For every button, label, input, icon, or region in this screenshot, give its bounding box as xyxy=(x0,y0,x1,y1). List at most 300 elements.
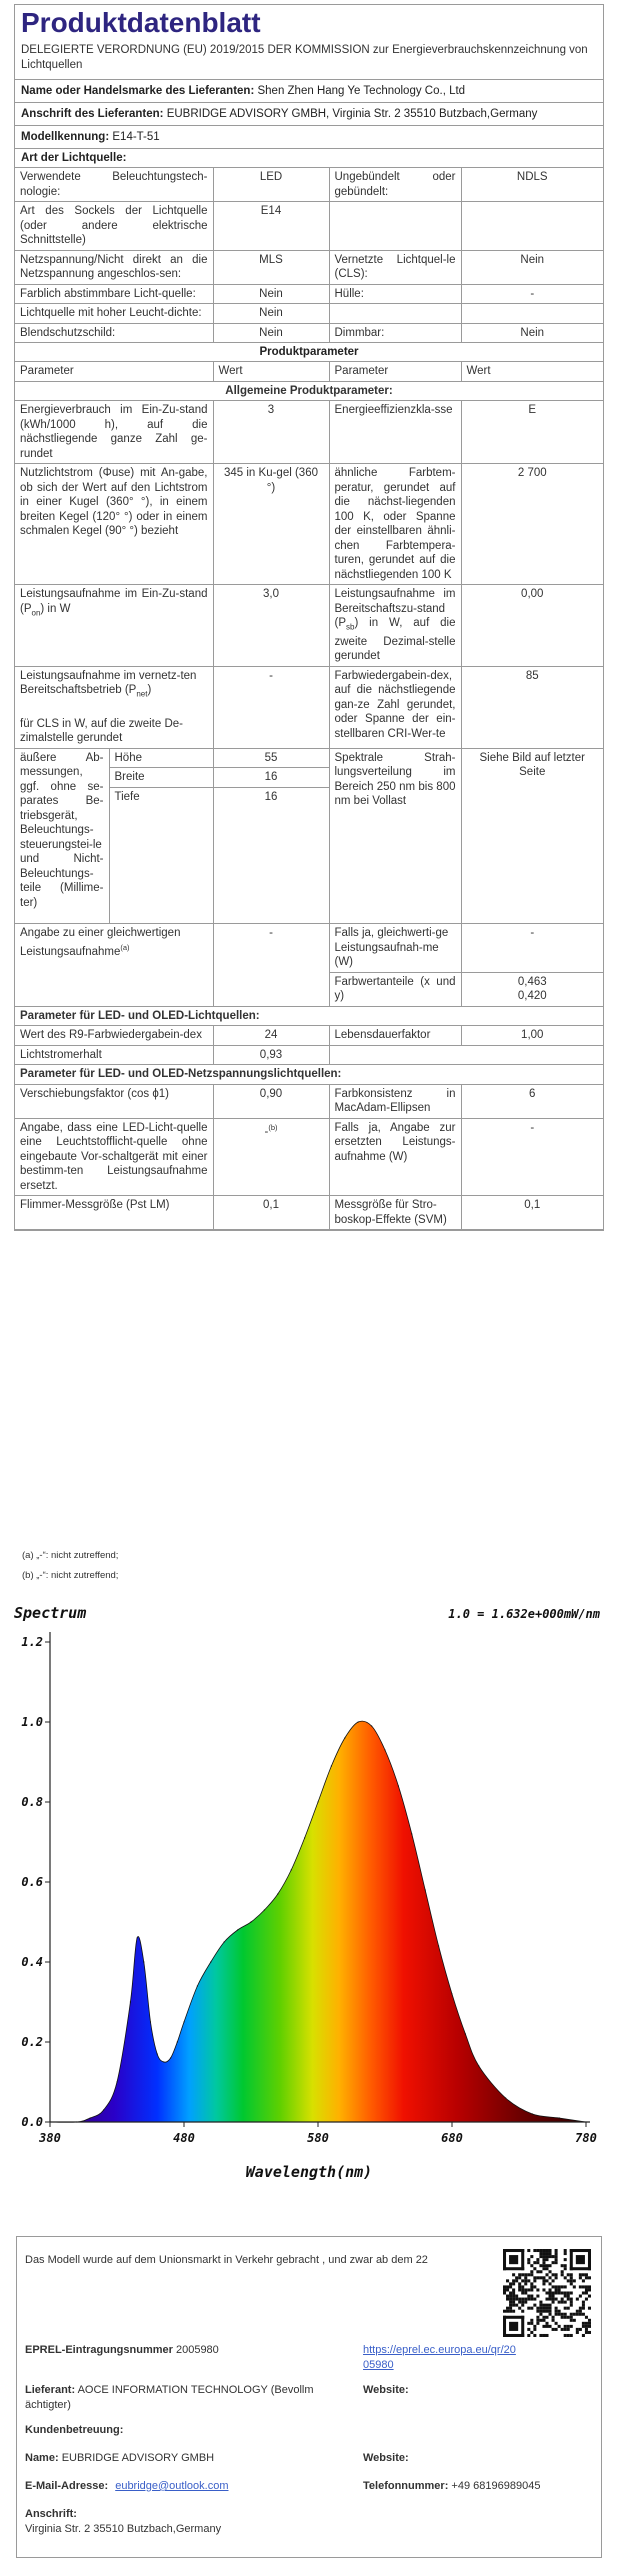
table-row xyxy=(15,304,603,324)
qr-module xyxy=(588,2285,591,2288)
qr-module xyxy=(530,2295,533,2298)
qr-module xyxy=(582,2313,585,2316)
cell-label: Falls ja, gleichwerti-ge Leistungsaufnah-me (W) xyxy=(329,924,461,973)
y-tick-label: 0.2 xyxy=(21,2035,43,2049)
qr-module xyxy=(558,2285,561,2288)
qr-module xyxy=(545,2273,548,2276)
cell-value: - xyxy=(461,924,603,973)
website-label: Website: xyxy=(363,2384,409,2396)
qr-module xyxy=(567,2307,570,2310)
qr-module xyxy=(527,2298,530,2301)
qr-module xyxy=(588,2295,591,2298)
qr-module xyxy=(555,2310,558,2313)
qr-module xyxy=(582,2304,585,2307)
width-label: Breite xyxy=(109,768,213,788)
qr-module xyxy=(567,2328,570,2331)
cell-value: E xyxy=(461,401,603,464)
cell-label: Ungebündelt oder gebündelt: xyxy=(329,168,461,202)
qr-module xyxy=(518,2285,521,2288)
cell-label: Spektrale Strah-lungsverteilung im Bereich 250 nm bis 800 nm bei Vollast xyxy=(329,748,461,924)
qr-module xyxy=(545,2264,548,2267)
cell-label: Blendschutzschild: xyxy=(15,323,213,343)
qr-module xyxy=(533,2267,536,2270)
cell-label: Vernetzte Lichtquel-le (CLS): xyxy=(329,250,461,284)
section-general: Allgemeine Produktparameter: xyxy=(15,381,603,401)
qr-module xyxy=(542,2255,545,2258)
qr-module xyxy=(561,2273,564,2276)
qr-module xyxy=(588,2276,591,2279)
section-product-parameters: Produktparameter xyxy=(15,343,603,362)
cell-label: Messgröße für Stro-boskop-Effekte (SVM) xyxy=(329,1196,461,1230)
qr-module xyxy=(509,2285,512,2288)
qr-module xyxy=(536,2276,539,2279)
qr-module xyxy=(579,2285,582,2288)
qr-module xyxy=(536,2322,539,2325)
qr-module xyxy=(539,2319,542,2322)
qr-module xyxy=(585,2331,588,2334)
qr-module xyxy=(539,2255,542,2258)
cell-value: 3 xyxy=(213,401,329,464)
cell-label: Flimmer-Messgröße (Pst LM) xyxy=(15,1196,213,1230)
qr-finder xyxy=(503,2249,506,2270)
qr-module xyxy=(588,2322,591,2325)
qr-module xyxy=(549,2291,552,2294)
qr-module xyxy=(570,2325,573,2328)
footnote-b: (b) „-“: nicht zutreffend; xyxy=(22,1570,119,1581)
qr-module xyxy=(570,2304,573,2307)
qr-finder xyxy=(503,2316,506,2337)
qr-module xyxy=(536,2258,539,2261)
qr-module xyxy=(585,2273,588,2276)
cell-value: Nein xyxy=(213,304,329,324)
data-point xyxy=(237,1929,238,1930)
qr-finder xyxy=(570,2249,591,2252)
data-point xyxy=(371,1725,372,1726)
qr-module xyxy=(549,2325,552,2328)
qr-module xyxy=(573,2313,576,2316)
qr-module xyxy=(579,2310,582,2313)
qr-module xyxy=(582,2334,585,2337)
qr-module xyxy=(564,2295,567,2298)
qr-module xyxy=(555,2285,558,2288)
qr-module xyxy=(521,2298,524,2301)
qr-module xyxy=(530,2255,533,2258)
spectrum-area xyxy=(50,1721,586,2122)
cell-label: Art des Sockels der Lichtquelle (oder andere elektrische Schnittstelle) xyxy=(15,202,213,251)
qr-module xyxy=(582,2325,585,2328)
qr-module xyxy=(515,2279,518,2282)
qr-module xyxy=(542,2267,545,2270)
cell-value: LED xyxy=(213,168,329,202)
table-row xyxy=(15,168,603,202)
qr-module xyxy=(518,2273,521,2276)
table-row xyxy=(15,748,603,924)
qr-module xyxy=(582,2273,585,2276)
page-title: Produktdatenblatt xyxy=(21,7,261,38)
qr-module xyxy=(518,2282,521,2285)
height-label: Höhe xyxy=(109,749,213,768)
text-part: ) xyxy=(147,684,152,697)
qr-module xyxy=(512,2304,515,2307)
data-point xyxy=(478,2065,479,2066)
qr-module xyxy=(555,2273,558,2276)
chart-title: Spectrum xyxy=(14,1604,87,1622)
qr-module xyxy=(542,2319,545,2322)
qr-module xyxy=(585,2276,588,2279)
data-point xyxy=(197,1985,198,1986)
cell-label: Wert des R9-Farbwiedergabein-dex xyxy=(15,1026,213,1046)
cell-label: Verwendete Beleuchtungstech-nologie: xyxy=(15,168,213,202)
qr-module xyxy=(561,2298,564,2301)
cell-value xyxy=(461,202,603,251)
qr-module xyxy=(561,2291,564,2294)
text-part: ) in W, auf die zweite Dezimal-stelle gerundet xyxy=(334,617,456,663)
qr-module xyxy=(509,2301,512,2304)
qr-module xyxy=(545,2267,548,2270)
table-row xyxy=(15,323,603,343)
data-point xyxy=(317,1801,318,1802)
qr-module xyxy=(536,2316,539,2319)
column-header: Parameter xyxy=(329,362,461,381)
qr-module xyxy=(561,2328,564,2331)
dimensions-label: äußere Ab-messungen, ggf. ohne se-parates Be-triebsgerät, Beleuchtungs-steuerungstei-le und Nicht-Beleuchtungs-teile (Millime-ter) xyxy=(15,749,109,924)
qr-module xyxy=(579,2313,582,2316)
qr-module xyxy=(506,2298,509,2301)
table-row xyxy=(15,1045,603,1065)
qr-module xyxy=(509,2282,512,2285)
qr-module xyxy=(564,2267,567,2270)
qr-module xyxy=(570,2298,573,2301)
qr-module xyxy=(552,2295,555,2298)
qr-module xyxy=(555,2328,558,2331)
y-tick-label: 0.4 xyxy=(21,1955,43,1969)
qr-module xyxy=(539,2310,542,2313)
chart-annotation: 1.0 = 1.632e+000mW/nm xyxy=(448,1607,600,1621)
qr-module xyxy=(555,2322,558,2325)
qr-module xyxy=(567,2279,570,2282)
website-row-1 xyxy=(363,2383,409,2398)
qr-module xyxy=(545,2325,548,2328)
qr-module xyxy=(533,2279,536,2282)
qr-module xyxy=(512,2282,515,2285)
qr-module xyxy=(582,2279,585,2282)
eprel-url-line-1[interactable]: https://eprel.ec.europa.eu/qr/20 xyxy=(363,2344,516,2356)
qr-module xyxy=(512,2291,515,2294)
qr-module xyxy=(588,2288,591,2291)
qr-module xyxy=(515,2276,518,2279)
section-row xyxy=(15,1065,603,1085)
data-point xyxy=(344,1737,345,1738)
lieferant-value: AOCE INFORMATION TECHNOLOGY (Bevollm xyxy=(77,2384,314,2396)
qr-module xyxy=(515,2298,518,2301)
cell-value xyxy=(461,972,603,1006)
qr-module xyxy=(524,2298,527,2301)
qr-module xyxy=(582,2301,585,2304)
phone-value: +49 68196989045 xyxy=(451,2480,541,2492)
cell-label: Farbwiedergabein-dex, auf die nächstliegende gan-ze Zahl gerundet, oder Spanne der ein-stellbaren CRI-Wer-te xyxy=(329,666,461,748)
qr-module xyxy=(542,2261,545,2264)
qr-module xyxy=(545,2291,548,2294)
address-label: Anschrift: xyxy=(25,2508,77,2520)
table-row xyxy=(15,924,603,973)
qr-module xyxy=(576,2313,579,2316)
qr-module xyxy=(542,2310,545,2313)
qr-module xyxy=(530,2319,533,2322)
qr-module xyxy=(558,2288,561,2291)
qr-module xyxy=(524,2288,527,2291)
qr-module xyxy=(545,2316,548,2319)
qr-module xyxy=(570,2282,573,2285)
qr-module xyxy=(570,2319,573,2322)
name-label: Name: xyxy=(25,2452,59,2464)
cell-label: Lichtquelle mit hoher Leucht-dichte: xyxy=(15,304,213,324)
qr-module xyxy=(570,2276,573,2279)
data-point xyxy=(291,1869,292,1870)
table-row xyxy=(15,250,603,284)
qr-module xyxy=(564,2264,567,2267)
data-point xyxy=(264,1909,265,1910)
data-point xyxy=(304,1837,305,1838)
text-part: ) in W xyxy=(40,602,71,615)
qr-module xyxy=(527,2288,530,2291)
qr-module xyxy=(558,2325,561,2328)
qr-module xyxy=(509,2295,512,2298)
eprel-link[interactable] xyxy=(363,2343,516,2373)
qr-module xyxy=(533,2304,536,2307)
qr-module xyxy=(521,2291,524,2294)
qr-module xyxy=(509,2310,512,2313)
qr-module xyxy=(521,2301,524,2304)
qr-module xyxy=(549,2276,552,2279)
qr-code[interactable] xyxy=(503,2249,591,2337)
qr-module xyxy=(555,2249,558,2252)
qr-module xyxy=(533,2334,536,2337)
email-link[interactable]: eubridge@outlook.com xyxy=(115,2480,229,2492)
qr-module xyxy=(542,2334,545,2337)
qr-module xyxy=(527,2322,530,2325)
qr-module xyxy=(527,2258,530,2261)
dimensions-cell xyxy=(15,748,213,924)
qr-module xyxy=(509,2304,512,2307)
qr-module xyxy=(545,2307,548,2310)
qr-module xyxy=(524,2279,527,2282)
qr-module xyxy=(579,2328,582,2331)
qr-module xyxy=(561,2264,564,2267)
qr-module xyxy=(561,2301,564,2304)
qr-finder xyxy=(503,2316,524,2319)
cell-label xyxy=(329,202,461,251)
qr-module xyxy=(576,2298,579,2301)
width-value: 16 xyxy=(214,768,329,788)
website-label: Website: xyxy=(363,2452,409,2464)
qr-module xyxy=(549,2298,552,2301)
email-row xyxy=(25,2479,229,2494)
qr-module xyxy=(545,2252,548,2255)
qr-module xyxy=(549,2252,552,2255)
text-part: Leistungsaufnahme im vernetz-ten Bereitschaftsbetrieb (P xyxy=(20,669,197,697)
section-led: Parameter für LED- und OLED-Lichtquellen: xyxy=(15,1006,603,1026)
qr-module xyxy=(552,2328,555,2331)
data-point xyxy=(250,1921,251,1922)
x-tick-label: 480 xyxy=(173,2131,195,2145)
eprel-registration xyxy=(25,2343,219,2358)
qr-finder xyxy=(509,2255,518,2264)
qr-module xyxy=(512,2279,515,2282)
empty-cell xyxy=(329,1045,603,1065)
data-point xyxy=(177,2041,178,2042)
qr-module xyxy=(536,2307,539,2310)
qr-module xyxy=(530,2273,533,2276)
qr-module xyxy=(582,2322,585,2325)
supplier-block xyxy=(25,2383,314,2413)
qr-module xyxy=(570,2313,573,2316)
cell-value: 0,1 xyxy=(213,1196,329,1230)
qr-module xyxy=(545,2249,548,2252)
qr-module xyxy=(579,2273,582,2276)
qr-module xyxy=(573,2319,576,2322)
y-tick-label: 1.2 xyxy=(21,1635,43,1649)
qr-module xyxy=(582,2307,585,2310)
supplier-name-row xyxy=(15,80,603,103)
qr-module xyxy=(527,2295,530,2298)
table-row xyxy=(15,464,603,585)
qr-module xyxy=(542,2249,545,2252)
qr-module xyxy=(561,2313,564,2316)
qr-module xyxy=(542,2288,545,2291)
qr-module xyxy=(570,2316,573,2319)
data-point xyxy=(116,2081,117,2082)
qr-module xyxy=(542,2316,545,2319)
qr-module xyxy=(539,2252,542,2255)
address-value: Virginia Str. 2 35510 Butzbach,Germany xyxy=(25,2523,222,2535)
cell-label: Farbkonsistenz in MacAdam-Ellipsen xyxy=(329,1084,461,1118)
cell-label: Hülle: xyxy=(329,284,461,304)
data-point xyxy=(398,1785,399,1786)
qr-module xyxy=(527,2261,530,2264)
cell-value: E14 xyxy=(213,202,329,251)
qr-module xyxy=(564,2285,567,2288)
qr-module xyxy=(558,2310,561,2313)
qr-finder xyxy=(503,2267,524,2270)
qr-module xyxy=(536,2261,539,2264)
data-point xyxy=(137,1937,138,1938)
qr-module xyxy=(549,2255,552,2258)
product-datasheet xyxy=(14,4,604,1231)
regulation-text: DELEGIERTE VERORDNUNG (EU) 2019/2015 DER KOMMISSION zur Energieverbrauchskennzeichnung von Lichtquellen xyxy=(15,43,603,80)
cell-value: 6 xyxy=(461,1084,603,1118)
qr-module xyxy=(518,2276,521,2279)
qr-module xyxy=(512,2273,515,2276)
qr-module xyxy=(542,2325,545,2328)
column-header: Wert xyxy=(461,362,603,381)
qr-module xyxy=(530,2285,533,2288)
qr-module xyxy=(555,2313,558,2316)
qr-finder xyxy=(588,2249,591,2270)
dimensions-table xyxy=(15,749,213,924)
supplier-address-row xyxy=(15,103,603,126)
supplier-name-label: Name oder Handelsmarke des Lieferanten: xyxy=(21,85,255,97)
x-tick-label: 780 xyxy=(575,2131,597,2145)
qr-module xyxy=(588,2307,591,2310)
text-sub: net xyxy=(136,689,148,699)
qr-module xyxy=(533,2285,536,2288)
cell-value: 1,00 xyxy=(461,1026,603,1046)
table-row xyxy=(15,1118,603,1196)
phone-label: Telefonnummer: xyxy=(363,2480,449,2492)
qr-module xyxy=(585,2322,588,2325)
y-tick-label: 0.0 xyxy=(21,2115,43,2129)
qr-module xyxy=(539,2304,542,2307)
qr-module xyxy=(512,2298,515,2301)
qr-module xyxy=(567,2273,570,2276)
qr-module xyxy=(506,2295,509,2298)
qr-module xyxy=(530,2307,533,2310)
qr-module xyxy=(564,2313,567,2316)
qr-module xyxy=(555,2276,558,2279)
cell-label xyxy=(329,304,461,324)
qr-module xyxy=(527,2328,530,2331)
y-value: 0,420 xyxy=(517,990,547,1003)
footnote-ref: (a) xyxy=(120,942,130,952)
qr-module xyxy=(576,2328,579,2331)
lieferant-value-cont: ächtigter) xyxy=(25,2399,71,2411)
column-header: Parameter xyxy=(15,362,213,381)
website-row-2 xyxy=(363,2451,409,2466)
general-params-table xyxy=(15,362,603,1230)
data-point xyxy=(451,1993,452,1994)
qr-module xyxy=(521,2285,524,2288)
data-point xyxy=(277,1893,278,1894)
qr-module xyxy=(579,2295,582,2298)
text-part: für CLS in W, auf die zweite De-zimalstelle gerundet xyxy=(20,717,183,745)
qr-module xyxy=(576,2331,579,2334)
qr-module xyxy=(570,2291,573,2294)
data-point xyxy=(103,2109,104,2110)
qr-module xyxy=(521,2279,524,2282)
x-tick-label: 580 xyxy=(307,2131,329,2145)
table-row xyxy=(15,284,603,304)
cell-value: Nein xyxy=(213,284,329,304)
qr-module xyxy=(524,2291,527,2294)
section-mains: Parameter für LED- und OLED-Netzspannungslichtquellen: xyxy=(15,1065,603,1085)
qr-module xyxy=(503,2291,506,2294)
data-point xyxy=(505,2097,506,2098)
qr-module xyxy=(552,2255,555,2258)
text-part: Angabe zu einer gleichwertigen Leistungsaufnahme xyxy=(20,927,181,958)
qr-module xyxy=(567,2316,570,2319)
qr-module xyxy=(542,2264,545,2267)
qr-finder xyxy=(570,2249,573,2270)
qr-module xyxy=(527,2279,530,2282)
cell-value: Nein xyxy=(461,323,603,343)
cell-value: 24 xyxy=(213,1026,329,1046)
qr-module xyxy=(539,2307,542,2310)
eprel-url-line-2[interactable]: 05980 xyxy=(363,2359,394,2371)
x-tick-label: 380 xyxy=(39,2131,61,2145)
cell-value: MLS xyxy=(213,250,329,284)
cell-value: 0,00 xyxy=(461,585,603,667)
qr-module xyxy=(542,2276,545,2279)
qr-module xyxy=(506,2279,509,2282)
qr-module xyxy=(552,2301,555,2304)
data-point xyxy=(90,2117,91,2118)
data-point xyxy=(438,1945,439,1946)
qr-module xyxy=(549,2310,552,2313)
footnote-a: (a) „-“: nicht zutreffend; xyxy=(22,1550,119,1561)
qr-module xyxy=(555,2307,558,2310)
lieferant-label: Lieferant: xyxy=(25,2384,76,2396)
dimensions-values xyxy=(214,749,329,807)
